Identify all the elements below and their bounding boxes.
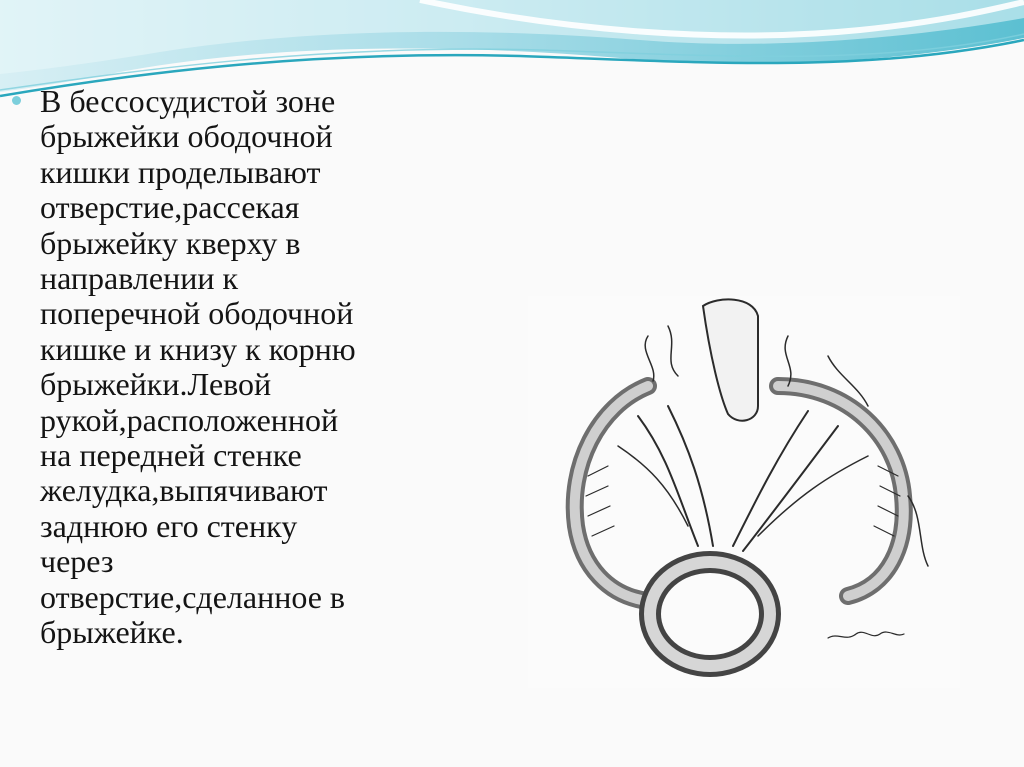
bullet-dot: [12, 96, 21, 105]
surgical-anatomy-drawing-icon: [528, 296, 960, 688]
body-text: В бессосудистой зоне брыжейки ободочной кишки проделывают отверстие,рассекая брыжейку кверху в направлении к поперечной ободочной кишке и книзу к корню брыжейки.Левой рукой,расположенной на передней стенке желудка,выпячивают заднюю его стенку через отверстие,сделанное в брыжейке.: [40, 83, 356, 651]
surgical-anatomy-illustration: [528, 296, 960, 688]
